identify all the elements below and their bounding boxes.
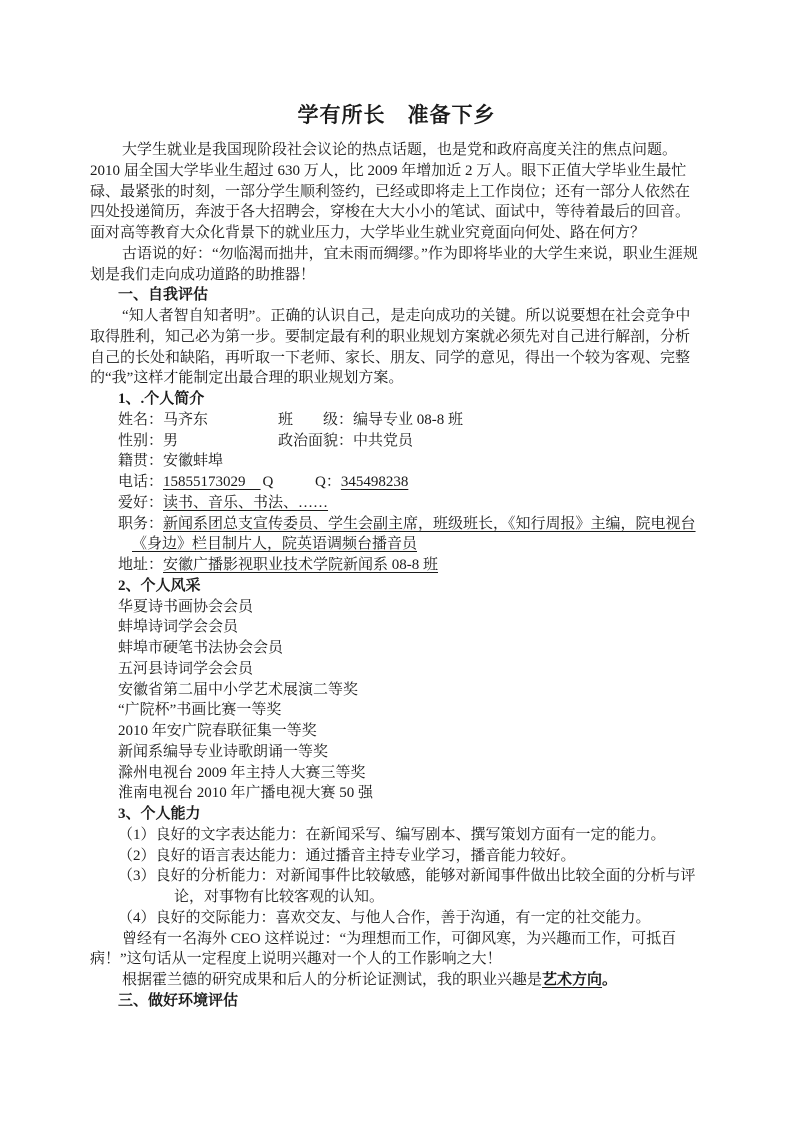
phone-label: 电话： <box>118 474 164 490</box>
hometown-value: 安徽蚌埠 <box>163 453 224 470</box>
style-list-item: 蚌埠市硬笔书法协会会员 <box>118 640 284 656</box>
self-evaluation-paragraph: “知人者智自知者明”。正确的认识自己，是走向成功的关键。所以说要想在社会竞争中取得胜利，知己必为第一步。要制定最有利的职业规划方案就必须先对自己进行解剖，分析自己的长处和缺陷，再听取一下老师、家长、朋友、同学的意见，得出一个较为客观、完整的“我”这样才能制定出最合理的职业规划方案。 <box>90 308 691 387</box>
hometown-label: 籍贯： <box>118 453 164 470</box>
profile-row-hobby <box>90 493 703 514</box>
style-list-item: 华夏诗书画协会会员 <box>118 598 254 615</box>
gender-label: 性别： <box>118 432 164 449</box>
style-list-item: 滁州电视台 2009 年主持人大赛三等奖 <box>118 764 366 781</box>
intro-paragraph-2: 古语说的好：“勿临渴而拙井，宜未雨而绸缪。”作为即将毕业的大学生来说，职业生涯规划是我们走向成功道路的助推器！ <box>90 245 698 283</box>
qq-number: 345498238 <box>340 474 409 490</box>
qq-label: Q： <box>315 474 341 490</box>
ability-item: （4）良好的交际能力：喜欢交友、与他人合作，善于沟通，有一定的社交能力。 <box>118 909 651 926</box>
profile-row-address <box>90 555 703 576</box>
style-list-item: 蚌埠诗词学会会员 <box>118 619 239 636</box>
heading-self-evaluation: 一、自我评估 <box>118 287 209 304</box>
name-value: 马齐东 <box>163 411 209 428</box>
phone-q-text: Q <box>262 474 274 490</box>
politics-value: 中共党员 <box>353 432 414 449</box>
page-title: 学有所长 准备下乡 <box>297 103 496 127</box>
hobby-label: 爱好： <box>118 494 164 511</box>
ability-item: （1）良好的文字表达能力：在新闻采写、编写剧本、撰写策划方面有一定的能力。 <box>118 826 666 843</box>
hobby-value: 读书、音乐、书法、…… <box>163 494 329 511</box>
holland-suffix: 。 <box>602 972 618 988</box>
style-list-item: “广院杯”书画比赛一等奖 <box>118 702 282 719</box>
style-list-item: 2010 年安广院春联征集一等奖 <box>118 723 317 739</box>
address-label: 地址： <box>118 557 164 573</box>
ability-item: （2）良好的语言表达能力：通过播音主持专业学习，播音能力较好。 <box>118 847 576 864</box>
class-label: 班 级： <box>278 411 354 428</box>
heading-personal-profile: 1、.个人简介 <box>118 391 205 407</box>
address-value: 安徽广播影视职业技术学院新闻系 08-8 班 <box>163 557 439 573</box>
profile-row-gender-politics <box>90 431 703 452</box>
profile-row-duty <box>90 514 703 556</box>
document-body <box>90 140 703 1012</box>
ability-item: （3）良好的分析能力：对新闻事件比较敏感，能够对新闻事件做出比较全面的分析与评论，对事物有比较客观的认知。 <box>118 868 696 905</box>
ceo-quote-paragraph: 曾经有一名海外 CEO 这样说过：“为理想而工作，可御风寒，为兴趣而工作，可抵百病！”这句话从一定程度上说明兴趣对一个人的工作影响之大！ <box>90 930 677 968</box>
gender-value: 男 <box>163 432 179 449</box>
politics-label: 政治面貌： <box>278 432 354 449</box>
qq-field <box>315 472 408 493</box>
duty-label: 职务： <box>118 515 164 532</box>
heading-personal-ability: 3、个人能力 <box>118 806 201 822</box>
phone-number: 15855173029 <box>163 474 261 490</box>
style-list-item: 安徽省第二届中小学艺术展演二等奖 <box>118 681 359 698</box>
class-value: 编导专业 08-8 班 <box>353 411 464 428</box>
holland-highlight: 艺术方向 <box>542 972 603 988</box>
style-list-item: 淮南电视台 2010 年广播电视大赛 50 强 <box>118 785 374 802</box>
name-label: 姓名： <box>118 411 164 428</box>
politics-field <box>278 431 413 452</box>
duty-value: 新闻系团总支宣传委员、学生会副主席，班级班长，《知行周报》主编，院电视台《身边》栏目制片人，院英语调频台播音员 <box>132 515 696 553</box>
profile-row-hometown <box>90 451 703 472</box>
profile-row-name-class <box>90 410 703 431</box>
holland-paragraph <box>90 970 703 991</box>
heading-personal-style: 2、个人风采 <box>118 577 201 594</box>
holland-prefix: 根据霍兰德的研究成果和后人的分析论证测试，我的职业兴趣是 <box>122 972 543 988</box>
intro-paragraph-1: 大学生就业是我国现阶段社会议论的热点话题，也是党和政府高度关注的焦点问题。2010 届全国大学毕业生超过 630 万人，比 2009 年增加近 2 万人。眼下正值大学毕业生最忙碌、最紧张的时刻，一部分学生顺利签约，已经或即将走上工作岗位；还有一部分人依然在四处投递简历，奔波于各大招聘会，穿梭在大大小小的笔试、面试中，等待着最后的回音。面对高等教育大众化背景下的就业压力，大学毕业生就业究竟面向何处、路在何方？ <box>90 142 691 241</box>
heading-environment-evaluation: 三、做好环境评估 <box>118 992 239 1009</box>
style-list-item: 五河县诗词学会会员 <box>118 660 254 677</box>
class-field <box>278 410 463 431</box>
profile-row-phone <box>90 472 703 493</box>
style-list-item: 新闻系编导专业诗歌朗诵一等奖 <box>118 743 329 760</box>
